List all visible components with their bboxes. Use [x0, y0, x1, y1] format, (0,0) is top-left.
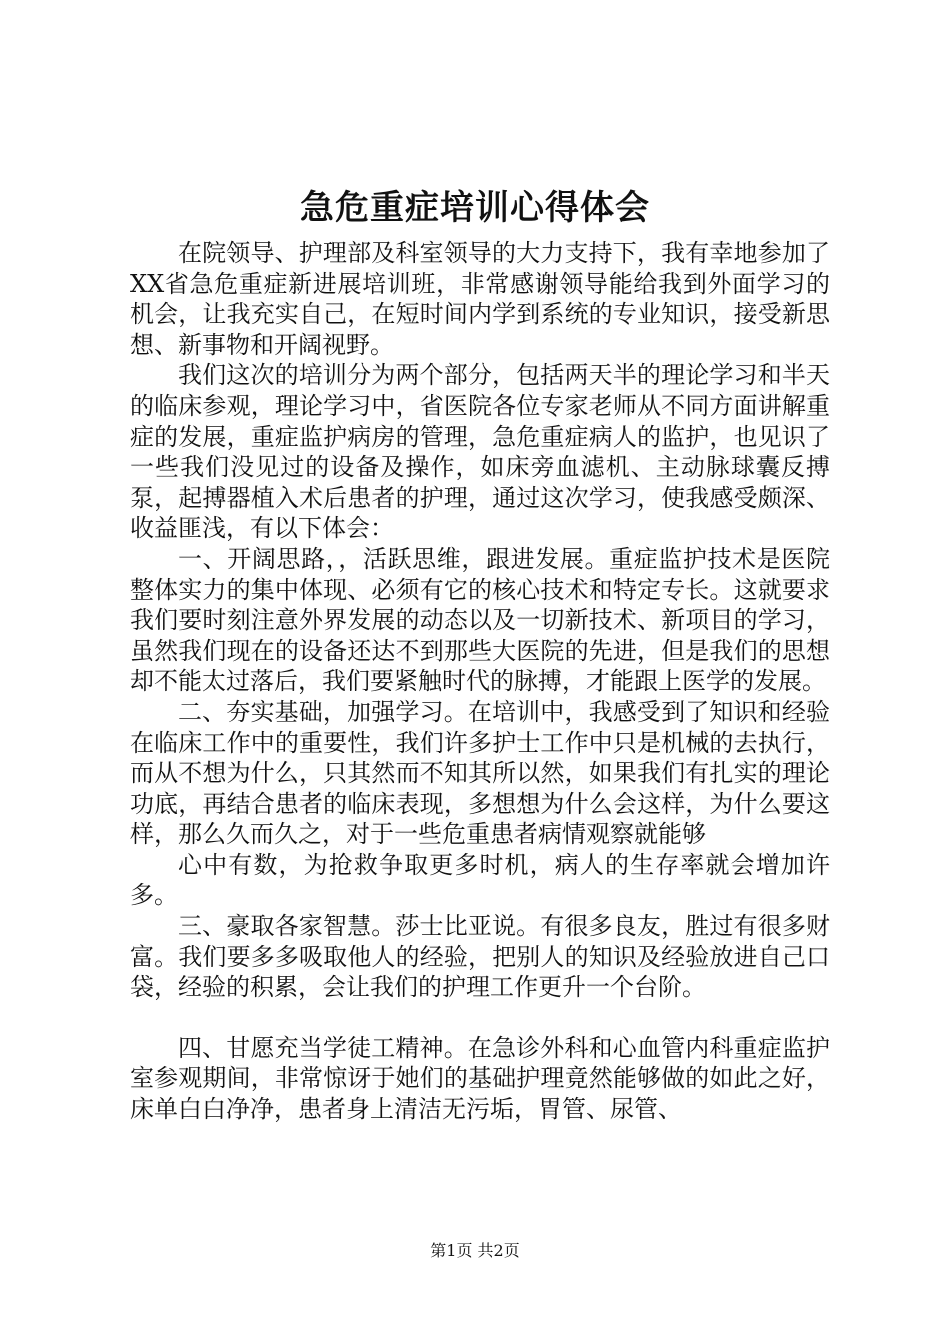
paragraph-point-four: 四、甘愿充当学徒工精神。在急诊外科和心血管内科重症监护室参观期间，非常惊讶于她们的基础护理竟然能够做的如此之好，床单白白净净，患者身上清洁无污垢，胃管、尿管、: [130, 1033, 830, 1124]
document-title: 急危重症培训心得体会: [300, 188, 650, 228]
paragraph-training-overview: 我们这次的培训分为两个部分，包括两天半的理论学习和半天的临床参观，理论学习中，省医院各位专家老师从不同方面讲解重症的发展，重症监护病房的管理，急危重症病人的监护，也见识了一些我们没见过的设备及操作，如床旁血滤机、主动脉球囊反搏泵，起搏器植入术后患者的护理，通过这次学习，使我感受颇深、收益匪浅，有以下体会：: [130, 361, 830, 543]
page-footer: 第1页 共2页: [430, 1241, 520, 1260]
paragraph-point-two: 二、夯实基础，加强学习。在培训中，我感受到了知识和经验在临床工作中的重要性，我们许多护士工作中只是机械的去执行，而从不想为什么，只其然而不知其所以然，如果我们有扎实的理论功底，再结合患者的临床表现，多想想为什么会这样，为什么要这样，那么久而久之，对于一些危重患者病情观察就能够: [130, 697, 830, 849]
paragraph-point-one: 一、开阔思路，，活跃思维，跟进发展。重症监护技术是医院整体实力的集中体现、必须有它的核心技术和特定专长。这就要求我们要时刻注意外界发展的动态以及一切新技术、新项目的学习，虽然我们现在的设备还达不到那些大医院的先进，但是我们的思想却不能太过落后，我们要紧触时代的脉搏，才能跟上医学的发展。: [130, 544, 830, 696]
paragraph-intro: 在院领导、护理部及科室领导的大力支持下，我有幸地参加了XX省急危重症新进展培训班，非常感谢领导能给我到外面学习的机会，让我充实自己，在短时间内学到系统的专业知识，接受新思想、新事物和开阔视野。: [130, 239, 830, 359]
paragraph-point-two-continued: 心中有数，为抢救争取更多时机，病人的生存率就会增加许多。: [130, 850, 830, 910]
document-body: [130, 238, 830, 1125]
paragraph-point-three: 三、豪取各家智慧。莎士比亚说。有很多良友，胜过有很多财富。我们要多多吸取他人的经验，把别人的知识及经验放进自己口袋，经验的积累，会让我们的护理工作更升一个台阶。: [130, 912, 830, 1002]
